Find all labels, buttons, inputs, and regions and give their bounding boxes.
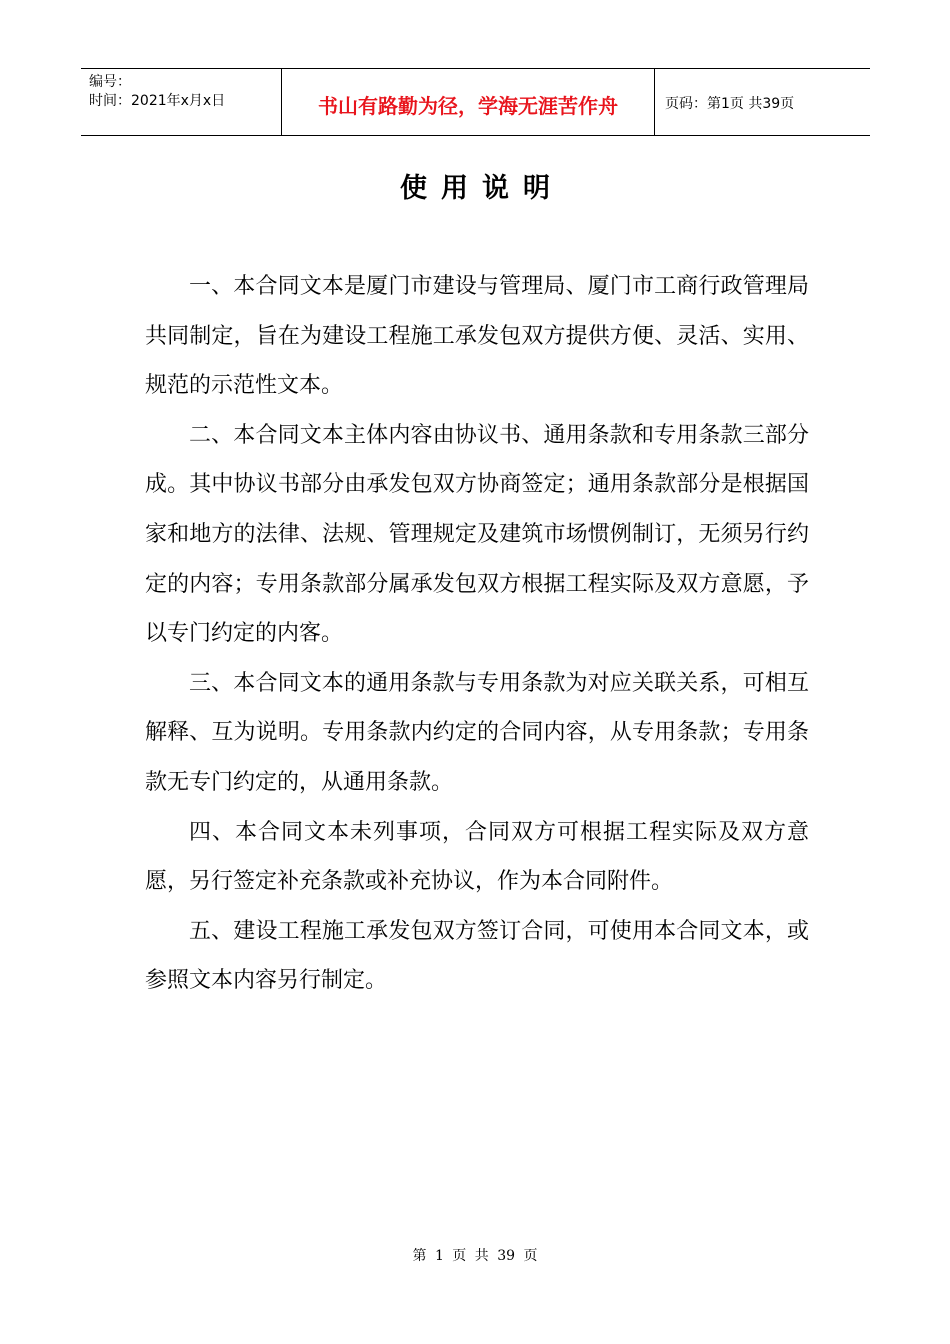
number-label: 编号： — [89, 74, 131, 90]
motto-text: 书山有路勤为径，学海无涯苦作舟 — [318, 93, 618, 118]
page-title: 使用说明 — [400, 173, 564, 204]
page-code: 页码：第1页 共39页 — [665, 96, 795, 112]
header-left-cell — [81, 69, 282, 135]
paragraph-4: 四、本合同文本未列事项，合同双方可根据工程实际及双方意愿，另行签定补充条款或补充协议，作为本合同附件。 — [145, 819, 809, 895]
time-label: 时间：2021年x月x日 — [89, 93, 226, 109]
paragraph-2: 二、本合同文本主体内容由协议书、通用条款和专用条款三部分成。其中协议书部分由承发包双方协商签定；通用条款部分是根据国家和地方的法律、法规、管理规定及建筑市场惯例制订，无须另行约定的内容；专用条款部分属承发包双方根据工程实际及双方意愿，予以专门约定的内客。 — [145, 422, 809, 647]
header-page-cell — [655, 69, 870, 135]
header-table — [81, 68, 870, 136]
paragraph-5: 五、建设工程施工承发包双方签订合同，可使用本合同文本，或参照文本内容另行制定。 — [145, 918, 809, 994]
header-motto-cell — [282, 69, 655, 135]
document-body — [145, 262, 809, 1006]
paragraph-1: 一、本合同文本是厦门市建设与管理局、厦门市工商行政管理局共同制定，旨在为建设工程施工承发包双方提供方便、灵活、实用、规范的示范性文本。 — [145, 274, 809, 399]
paragraph-3: 三、本合同文本的通用条款与专用条款为对应关联关系，可相互解释、互为说明。专用条款内约定的合同内容，从专用条款；专用条款无专门约定的，从通用条款。 — [145, 670, 809, 795]
page-footer: 第 1 页 共 39 页 — [412, 1248, 538, 1264]
